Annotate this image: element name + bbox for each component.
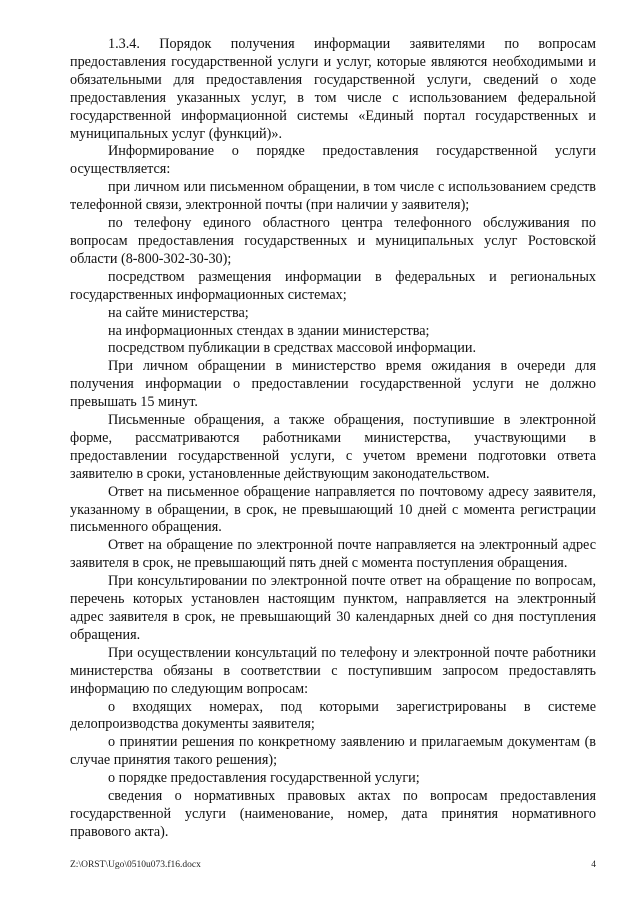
paragraph-5: посредством размещения информации в федеральных и региональных государственных информационных системах; [70,268,596,303]
paragraph-18: сведения о нормативных правовых актах по вопросам предоставления государственной услуги (наименование, номер, дата принятия нормативного правового акта). [70,788,596,840]
page-footer [70,860,596,870]
paragraph-11: Ответ на письменное обращение направляется по почтовому адресу заявителя, указанному в обращении, в срок, не превышающий 10 дней с момента регистрации письменного обращения. [70,483,596,536]
page-number: 4 [591,860,596,870]
paragraph-8: посредством публикации в средствах массовой информации. [108,340,477,357]
paragraph-1: 1.3.4. Порядок получения информации заявителями по вопросам предоставления государственной услуги и услуг, которые являются необходимыми и обязательными для предоставления государственной услуги, сведений о ходе предоставления указанных услуг, в том числе с использованием федеральной государственной информационной системы «Единый портал государственных и муниципальных услуг (функций)». [70,36,596,142]
paragraph-3: при личном или письменном обращении, в том числе с использованием средств телефонной связи, электронной почты (при наличии у заявителя); [70,179,596,214]
document-body [70,36,596,842]
paragraph-12: Ответ на обращение по электронной почте направляется на электронный адрес заявителя в срок, не превышающий пять дней с момента поступления обращения. [70,537,596,572]
paragraph-2: Информирование о порядке предоставления государственной услуги осуществляется: [70,143,596,178]
paragraph-16: о принятии решения по конкретному заявлению и прилагаемым документам (в случае принятия такого решения); [70,734,596,769]
paragraph-14: При осуществлении консультаций по телефону и электронной почте работники министерства обязаны в соответствии с поступившим запросом предоставлять информацию по следующим вопросам: [70,644,596,697]
paragraph-10: Письменные обращения, а также обращения, поступившие в электронной форме, рассматриваются работниками министерства, участвующими в предоставлении государственной услуги, с учетом времени подготовки ответа заявителю в сроки, установленные действующим законодательством. [70,412,596,482]
paragraph-9: При личном обращении в министерство время ожидания в очереди для получения информации о предоставлении государственной услуги не должно превышать 15 минут. [70,358,596,411]
paragraph-17: о порядке предоставления государственной услуги; [108,770,420,787]
footer-file-path: Z:\ORST\Ugo\0510u073.f16.docx [70,860,201,870]
paragraph-4: по телефону единого областного центра телефонного обслуживания по вопросам предоставления государственных и муниципальных услуг Ростовской области (8-800-302-30-30); [70,215,596,267]
paragraph-6: на сайте министерства; [108,304,249,321]
paragraph-13: При консультировании по электронной почте ответ на обращение по вопросам, перечень которых установлен настоящим пунктом, направляется на электронный адрес заявителя в срок, не превышающий 30 календарных дней со дня поступления обращения. [70,573,596,643]
paragraph-7: на информационных стендах в здании министерства; [108,322,430,339]
paragraph-15: о входящих номерах, под которыми зарегистрированы в системе делопроизводства документы заявителя; [70,698,596,733]
